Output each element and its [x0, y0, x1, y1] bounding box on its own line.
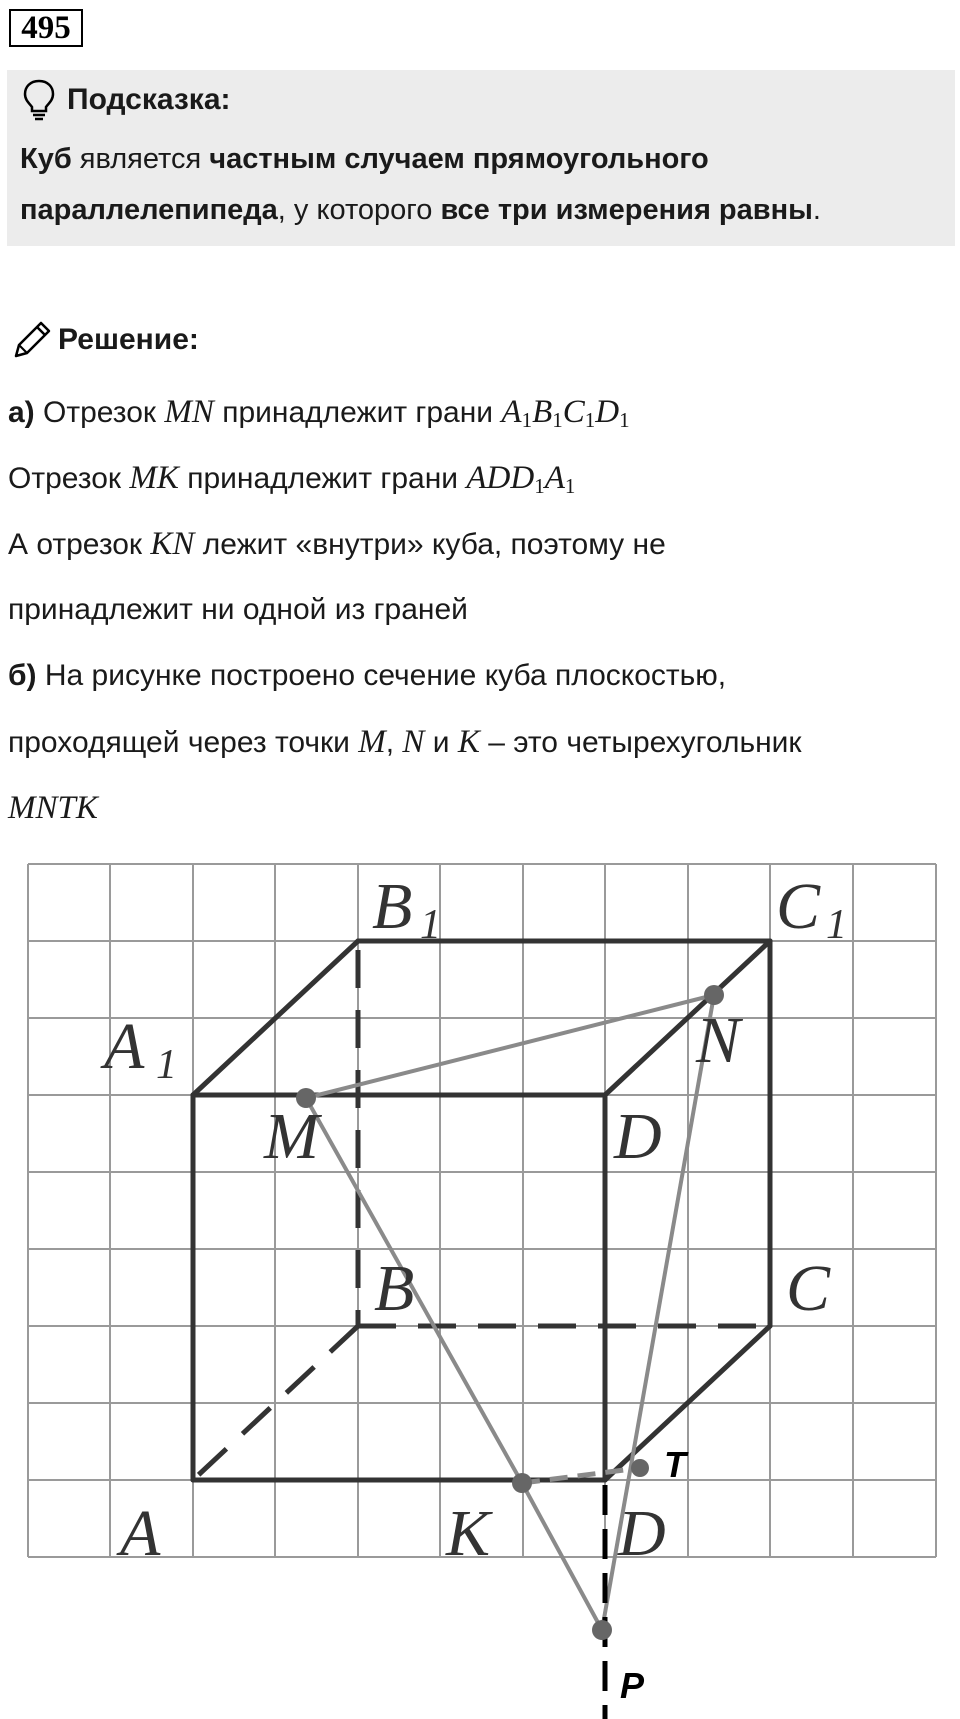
- cube-solid-edges: [193, 941, 770, 1480]
- label-d1: D: [614, 1100, 662, 1173]
- face-add1a1: [466, 460, 575, 496]
- point-t-dot: [631, 1459, 649, 1477]
- label-n: N: [696, 1004, 741, 1077]
- solution-line-a: [8, 392, 630, 440]
- part-a-label: а): [8, 396, 35, 429]
- hint-term-cube: Куб: [20, 143, 72, 175]
- a-letter: A: [466, 460, 487, 496]
- hint-title: Подсказка:: [67, 83, 231, 116]
- solution-header: [10, 318, 199, 362]
- index: 1: [534, 474, 545, 498]
- c-letter: C: [562, 394, 585, 430]
- segment-mk: MK: [129, 460, 179, 496]
- lightbulb-icon: [21, 78, 57, 122]
- label-c1-index: 1: [826, 902, 847, 948]
- solution-line-2: [8, 458, 575, 506]
- d-letter: D: [486, 460, 511, 496]
- text: принадлежит грани: [178, 462, 467, 495]
- point-m: M: [358, 724, 386, 760]
- part-b-label: б): [8, 659, 37, 692]
- solution-line-3: [8, 524, 666, 565]
- segment-mn: MN: [164, 394, 214, 430]
- grid: [28, 864, 936, 1557]
- hint-header: [21, 80, 231, 120]
- index: 1: [584, 408, 596, 432]
- hint-box: [7, 70, 955, 246]
- label-b1: B: [372, 870, 413, 943]
- index: 1: [564, 474, 576, 498]
- label-c: C: [786, 1252, 831, 1325]
- label-b1-index: 1: [420, 902, 441, 948]
- text: проходящей через точки: [8, 726, 359, 759]
- label-t: T: [664, 1444, 686, 1485]
- index: 1: [521, 408, 533, 432]
- point-k-dot: [512, 1473, 532, 1493]
- a-letter: A: [544, 460, 565, 496]
- b-letter: B: [532, 394, 553, 430]
- solution-line-6: [8, 722, 802, 763]
- solution-title: Решение:: [58, 323, 199, 356]
- label-a: A: [120, 1497, 161, 1570]
- solution-line-7: [8, 788, 98, 829]
- d-letter: D: [510, 460, 535, 496]
- text: Отрезок: [8, 462, 130, 495]
- hint-text-part: , у которого: [277, 194, 441, 226]
- cube-hidden-edges: [193, 950, 770, 1480]
- label-p: P: [620, 1665, 645, 1706]
- face-a1b1c1d1: [501, 394, 629, 430]
- label-c1: C: [776, 870, 821, 943]
- point-p-dot: [592, 1620, 612, 1640]
- solution-line-4: принадлежит ни одной из граней: [8, 593, 468, 626]
- segment-kn: KN: [150, 526, 195, 562]
- text: На рисунке построено сечение куба плоскостью,: [36, 659, 727, 692]
- hint-text-part: .: [812, 194, 821, 226]
- hint-text: [20, 134, 940, 236]
- quadrilateral-mntk: MNTK: [8, 790, 98, 826]
- pencil-icon: [10, 318, 54, 362]
- text: А отрезок: [8, 528, 151, 561]
- label-k: K: [446, 1497, 491, 1570]
- text: и: [424, 726, 458, 759]
- text: принадлежит грани: [213, 396, 502, 429]
- point-k: K: [457, 724, 480, 760]
- index: 1: [552, 408, 563, 432]
- text: лежит «внутри» куба, поэтому не: [194, 528, 666, 561]
- hint-text-part: является: [71, 143, 210, 175]
- label-m: M: [264, 1100, 319, 1173]
- cube-diagram: [0, 840, 960, 1719]
- text: Отрезок: [34, 396, 165, 429]
- d-letter: D: [595, 394, 620, 430]
- label-a1: A: [104, 1010, 145, 1083]
- hint-term-equal-dimensions: все три измерения равны: [440, 194, 813, 226]
- point-n: N: [402, 724, 425, 760]
- text: ,: [385, 726, 395, 759]
- label-a1-index: 1: [156, 1042, 177, 1088]
- point-n-dot: [704, 985, 724, 1005]
- text: – это четырехугольник: [479, 726, 802, 759]
- problem-number: 495: [9, 9, 83, 47]
- label-b: B: [374, 1252, 415, 1325]
- hint-term-parallelepiped: частным случаем прямоугольного параллелепипеда: [20, 143, 709, 226]
- index: 1: [619, 408, 630, 432]
- solution-line-b: [8, 656, 726, 696]
- cube-section-figure: [0, 840, 960, 1719]
- a-letter: A: [501, 394, 522, 430]
- label-d: D: [618, 1497, 666, 1570]
